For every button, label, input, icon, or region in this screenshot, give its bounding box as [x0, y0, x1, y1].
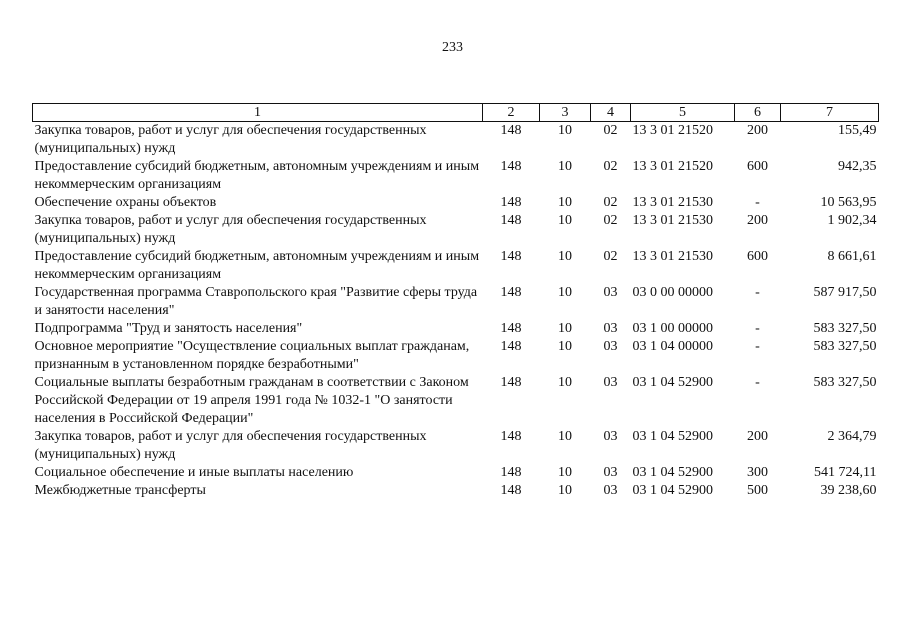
- row-expense-type-code: 200: [747, 429, 768, 444]
- table-row: [33, 122, 879, 159]
- table-row: [33, 464, 879, 482]
- column-header-2: 2: [483, 104, 540, 122]
- row-amount: 155,49: [838, 123, 877, 138]
- column-header-3: 3: [540, 104, 591, 122]
- row-name: Закупка товаров, работ и услуг для обеспечения государственных (муниципальных) нужд: [34, 213, 427, 246]
- row-name: Предоставление субсидий бюджетным, автономным учреждениям и иным некоммерческим организациям: [34, 249, 480, 282]
- row-subsection-code: 03: [603, 339, 618, 354]
- row-subsection-code: 03: [603, 483, 618, 498]
- row-expense-type-code: -: [755, 321, 760, 336]
- row-target-code: 13 3 01 21520: [632, 159, 713, 174]
- row-amount: 583 327,50: [813, 321, 877, 336]
- row-section-code: 10: [558, 213, 572, 228]
- row-expense-type-code: -: [755, 339, 760, 354]
- row-subsection-code: 03: [603, 285, 618, 300]
- row-expense-type-code: 500: [747, 483, 768, 498]
- row-expense-type-code: -: [755, 285, 760, 300]
- column-header-4: 4: [591, 104, 631, 122]
- row-ministry-code: 148: [500, 465, 522, 480]
- column-header-5: 5: [631, 104, 735, 122]
- row-section-code: 10: [558, 123, 572, 138]
- row-section-code: 10: [558, 429, 572, 444]
- row-section-code: 10: [558, 249, 572, 264]
- row-amount: 942,35: [838, 159, 877, 174]
- table-row: [33, 338, 879, 374]
- row-expense-type-code: 300: [747, 465, 768, 480]
- budget-table: [32, 103, 879, 500]
- row-section-code: 10: [558, 159, 572, 174]
- row-target-code: 03 1 04 52900: [632, 483, 713, 498]
- row-section-code: 10: [558, 339, 572, 354]
- row-amount: 583 327,50: [813, 375, 877, 390]
- row-amount: 1 902,34: [827, 213, 877, 228]
- row-ministry-code: 148: [500, 123, 522, 138]
- row-ministry-code: 148: [500, 339, 522, 354]
- row-name: Предоставление субсидий бюджетным, автономным учреждениям и иным некоммерческим организациям: [34, 159, 480, 192]
- row-name: Подпрограмма "Труд и занятость населения": [34, 321, 303, 336]
- row-name: Социальное обеспечение и иные выплаты населению: [34, 465, 354, 480]
- row-ministry-code: 148: [500, 159, 522, 174]
- table-row: [33, 212, 879, 248]
- table-row: [33, 320, 879, 338]
- row-amount: 541 724,11: [814, 465, 877, 480]
- row-section-code: 10: [558, 321, 572, 336]
- row-subsection-code: 02: [603, 249, 618, 264]
- row-name: Государственная программа Ставропольского края "Развитие сферы труда и занятости населения": [34, 285, 478, 318]
- column-header-7: 7: [781, 104, 879, 122]
- row-expense-type-code: 600: [747, 249, 768, 264]
- row-target-code: 13 3 01 21520: [632, 123, 713, 138]
- row-expense-type-code: 200: [747, 123, 768, 138]
- table-row: [33, 158, 879, 194]
- row-subsection-code: 03: [603, 429, 618, 444]
- row-amount: 583 327,50: [813, 339, 877, 354]
- row-section-code: 10: [558, 285, 572, 300]
- row-ministry-code: 148: [500, 429, 522, 444]
- page-number: 233: [442, 40, 463, 55]
- table-header-row: [33, 104, 879, 122]
- table-row: [33, 482, 879, 500]
- row-target-code: 03 0 00 00000: [632, 285, 713, 300]
- row-target-code: 13 3 01 21530: [632, 249, 713, 264]
- row-amount: 8 661,61: [827, 249, 877, 264]
- row-ministry-code: 148: [500, 285, 522, 300]
- row-name: Социальные выплаты безработным гражданам в соответствии с Законом Российской Федерации от 19 апреля 1991 года № 1032-1 "О занятости населения в Российской Федерации": [34, 375, 469, 426]
- column-header-1: 1: [33, 104, 483, 122]
- row-amount: 39 238,60: [820, 483, 877, 498]
- row-subsection-code: 03: [603, 321, 618, 336]
- row-subsection-code: 03: [603, 465, 618, 480]
- row-subsection-code: 02: [603, 213, 618, 228]
- row-amount: 10 563,95: [820, 195, 877, 210]
- row-ministry-code: 148: [500, 213, 522, 228]
- row-expense-type-code: -: [755, 195, 760, 210]
- row-expense-type-code: 200: [747, 213, 768, 228]
- row-section-code: 10: [558, 375, 572, 390]
- row-target-code: 13 3 01 21530: [632, 195, 713, 210]
- row-target-code: 03 1 04 52900: [632, 429, 713, 444]
- column-header-6: 6: [735, 104, 781, 122]
- row-subsection-code: 02: [603, 123, 618, 138]
- row-amount: 587 917,50: [813, 285, 877, 300]
- row-name: Основное мероприятие "Осуществление социальных выплат гражданам, признанным в установленном порядке безработными": [34, 339, 470, 372]
- row-subsection-code: 02: [603, 159, 618, 174]
- table-row: [33, 248, 879, 284]
- table-row: [33, 428, 879, 464]
- table-row: [33, 374, 879, 428]
- row-target-code: 03 1 04 00000: [632, 339, 713, 354]
- row-ministry-code: 148: [500, 195, 522, 210]
- row-name: Закупка товаров, работ и услуг для обеспечения государственных (муниципальных) нужд: [34, 429, 427, 462]
- row-target-code: 03 1 04 52900: [632, 465, 713, 480]
- row-name: Обеспечение охраны объектов: [34, 195, 217, 210]
- row-name: Межбюджетные трансферты: [34, 483, 206, 498]
- row-section-code: 10: [558, 465, 572, 480]
- row-expense-type-code: -: [755, 375, 760, 390]
- row-target-code: 03 1 00 00000: [632, 321, 713, 336]
- row-section-code: 10: [558, 195, 572, 210]
- row-ministry-code: 148: [500, 249, 522, 264]
- row-subsection-code: 02: [603, 195, 618, 210]
- row-ministry-code: 148: [500, 321, 522, 336]
- row-expense-type-code: 600: [747, 159, 768, 174]
- row-target-code: 03 1 04 52900: [632, 375, 713, 390]
- row-amount: 2 364,79: [827, 429, 877, 444]
- row-target-code: 13 3 01 21530: [632, 213, 713, 228]
- row-name: Закупка товаров, работ и услуг для обеспечения государственных (муниципальных) нужд: [34, 123, 427, 156]
- table-row: [33, 284, 879, 320]
- row-ministry-code: 148: [500, 375, 522, 390]
- row-ministry-code: 148: [500, 483, 522, 498]
- row-subsection-code: 03: [603, 375, 618, 390]
- table-row: [33, 194, 879, 212]
- row-section-code: 10: [558, 483, 572, 498]
